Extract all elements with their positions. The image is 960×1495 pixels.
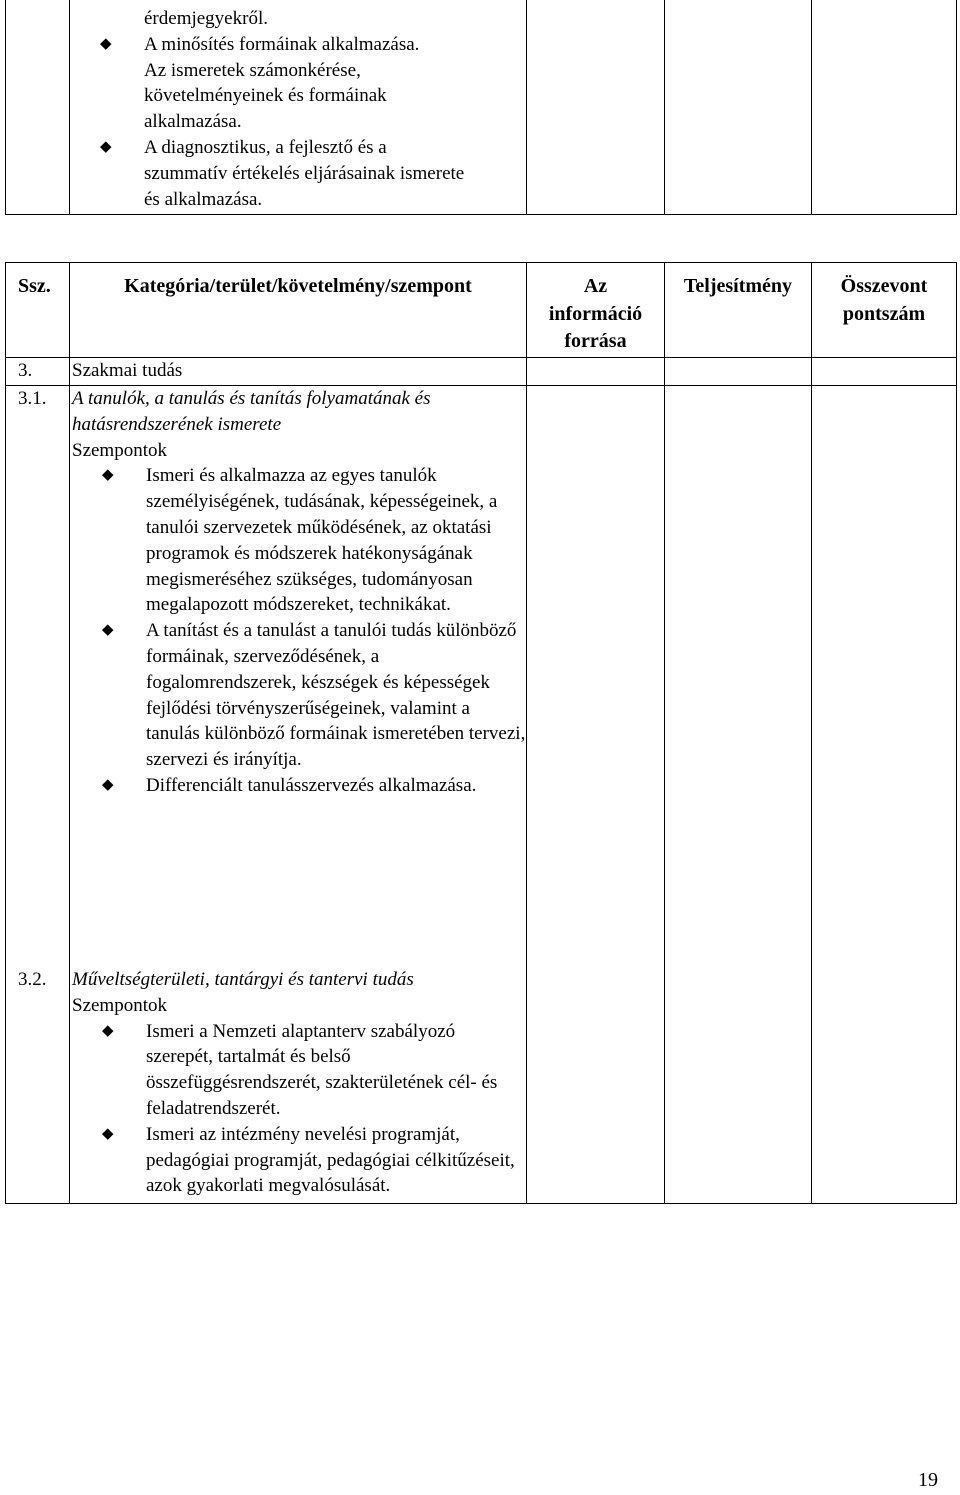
diamond-bullet-icon: ◆	[102, 1125, 114, 1142]
list-item: ◆ A tanítást és a tanulást a tanulói tudás különböző formáinak, szerveződésének, a fogalomrendszerek, készségek és képességek fejlődési törvényszerűségeinek, valamint a tanulás különböző formáinak ismeretében tervezi, szervezi és irányítja.	[102, 620, 526, 771]
section-number: 3.	[6, 358, 70, 386]
header-row	[6, 263, 957, 358]
szempontok-label: Szempontok	[72, 439, 167, 461]
section-title: Szakmai tudás	[70, 358, 527, 386]
diamond-bullet-icon: ◆	[102, 776, 114, 793]
teljesitmeny-cell-empty	[665, 358, 812, 386]
list-item: ◆ A minősítés formáinak alkalmazása.	[100, 33, 420, 55]
list-item: ◆ Ismeri az intézmény nevelési programját, pedagógiai programját, pedagógiai célkitűzéseit, azok gyakorlati megvalósulását.	[102, 1123, 515, 1197]
item-number: 3.2.	[18, 969, 47, 990]
header-ssz: Ssz.	[6, 263, 70, 358]
table-row	[6, 386, 957, 1204]
item-title: A tanulók, a tanulás és tanítás folyamatának és hatásrendszerének ismerete	[72, 388, 431, 435]
criteria-cell	[70, 386, 527, 1204]
pontszam-cell-empty	[812, 358, 957, 386]
continuation-line: érdemjegyekről.	[144, 8, 268, 29]
table-row	[6, 358, 957, 386]
item-number: 3.1.	[18, 388, 47, 409]
list-item: ◆ Differenciált tanulásszervezés alkalmazása.	[102, 774, 477, 796]
pontszam-cell-empty	[812, 0, 957, 214]
teljesitmeny-cell-empty	[665, 0, 812, 214]
forras-cell-empty	[527, 0, 665, 214]
forras-cell-empty	[527, 386, 665, 1204]
diamond-bullet-icon: ◆	[102, 622, 114, 639]
header-teljesitmeny: Teljesítmény	[665, 263, 812, 358]
continuation-cell	[70, 0, 527, 214]
diamond-bullet-icon: ◆	[100, 138, 112, 155]
list-item: ◆ Ismeri a Nemzeti alaptanterv szabályozó szerepét, tartalmát és belső összefüggésrendszerét, szakterületének cél- és feladatrendszerét.	[102, 1020, 498, 1119]
forras-cell-empty	[527, 358, 665, 386]
list-item: ◆ Ismeri és alkalmazza az egyes tanulók személyiségének, tudásának, képességeinek, a tanulói szervezetek működésének, az oktatási programok és módszerek hatékonyságának megismeréséhez szükséges, tudományosan megalapozott módszereket, technikákat.	[102, 465, 498, 616]
list-item: Az ismeretek számonkérése, követelményeinek és formáinak alkalmazása.	[144, 59, 387, 133]
diamond-bullet-icon: ◆	[102, 467, 114, 484]
header-osszevont: Összevont pontszám	[812, 263, 957, 358]
szempontok-label: Szempontok	[72, 994, 167, 1016]
continuation-table	[5, 0, 957, 215]
header-kategoria: Kategória/terület/követelmény/szempont	[70, 263, 527, 358]
ssz-cell-empty	[6, 0, 70, 214]
table-bottom-border	[6, 1204, 957, 1205]
header-forras: Az információ forrása	[527, 263, 665, 358]
teljesitmeny-cell-empty	[665, 386, 812, 1204]
diamond-bullet-icon: ◆	[102, 1022, 114, 1039]
item-title: Műveltségterületi, tantárgyi és tantervi tudás	[72, 969, 414, 990]
evaluation-table	[5, 262, 957, 1204]
list-item: ◆ A diagnosztikus, a fejlesztő és a szummatív értékelés eljárásainak ismerete és alkalmazása.	[100, 136, 465, 210]
pontszam-cell-empty	[812, 386, 957, 1204]
diamond-bullet-icon: ◆	[100, 35, 112, 52]
page-number: 19	[918, 1469, 938, 1491]
